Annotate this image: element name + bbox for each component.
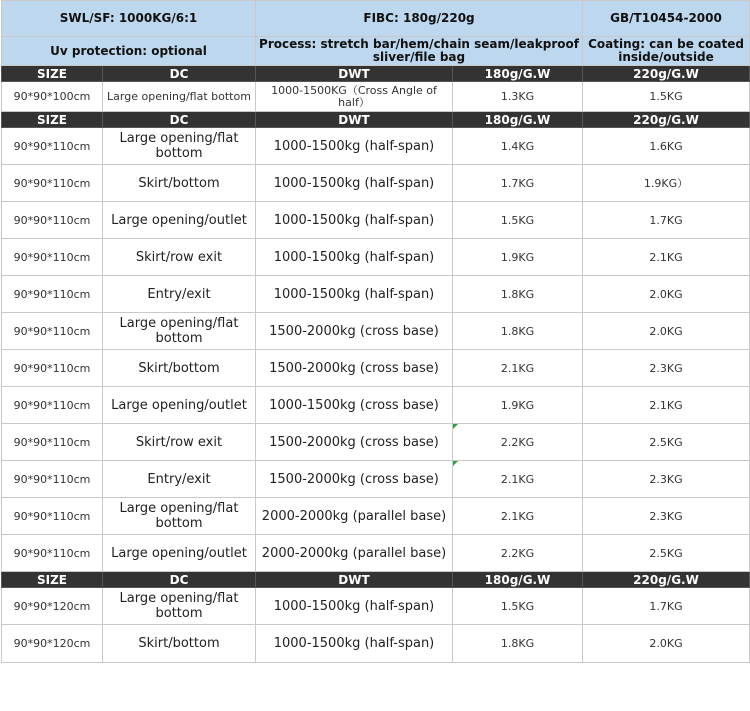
weight-220-cell: 2.0KG <box>583 313 750 350</box>
weight-220-cell: 2.5KG <box>583 424 750 461</box>
table-row <box>2 276 750 313</box>
weight-180-cell: 1.3KG <box>453 82 583 112</box>
spec-header-row-1 <box>2 1 750 37</box>
dc-cell: Entry/exit <box>103 461 256 498</box>
dwt-cell: 1500-2000kg (cross base) <box>256 350 453 387</box>
size-cell: 90*90*110cm <box>2 461 103 498</box>
table-row <box>2 313 750 350</box>
dc-cell: Large opening/flat bottom <box>103 128 256 165</box>
dwt-cell: 1500-2000kg (cross base) <box>256 461 453 498</box>
column-header: DWT <box>256 572 453 588</box>
column-header-row <box>2 66 750 82</box>
dwt-cell: 1000-1500KG（Cross Angle of half） <box>256 82 453 112</box>
dwt-cell: 1000-1500kg (half-span) <box>256 239 453 276</box>
column-header: 180g/G.W <box>453 572 583 588</box>
column-header-row <box>2 112 750 128</box>
size-cell: 90*90*110cm <box>2 313 103 350</box>
process-cell: Process: stretch bar/hem/chain seam/leakproof sliver/file bag <box>256 37 583 66</box>
size-cell: 90*90*110cm <box>2 202 103 239</box>
dwt-cell: 1000-1500kg (half-span) <box>256 165 453 202</box>
dc-cell: Skirt/bottom <box>103 625 256 663</box>
size-cell: 90*90*110cm <box>2 239 103 276</box>
dwt-cell: 1000-1500kg (half-span) <box>256 202 453 239</box>
dc-cell: Large opening/outlet <box>103 387 256 424</box>
weight-180-cell: 1.9KG <box>453 239 583 276</box>
column-header: DWT <box>256 66 453 82</box>
table-row <box>2 82 750 112</box>
dwt-cell: 1000-1500kg (cross base) <box>256 387 453 424</box>
size-cell: 90*90*120cm <box>2 625 103 663</box>
weight-180-cell: 2.2KG <box>453 424 583 461</box>
size-cell: 90*90*120cm <box>2 588 103 625</box>
weight-220-cell: 2.3KG <box>583 461 750 498</box>
weight-180-cell: 1.7KG <box>453 165 583 202</box>
standard-cell: GB/T10454-2000 <box>583 1 750 37</box>
table-row <box>2 625 750 663</box>
dc-cell: Skirt/bottom <box>103 350 256 387</box>
weight-180-cell: 1.5KG <box>453 202 583 239</box>
weight-180-cell: 1.9KG <box>453 387 583 424</box>
table-row <box>2 202 750 239</box>
size-cell: 90*90*110cm <box>2 498 103 535</box>
dc-cell: Large opening/flat bottom <box>103 82 256 112</box>
dc-cell: Large opening/flat bottom <box>103 498 256 535</box>
dc-cell: Large opening/outlet <box>103 535 256 572</box>
column-header-row <box>2 572 750 588</box>
dc-cell: Large opening/outlet <box>103 202 256 239</box>
dc-cell: Skirt/row exit <box>103 239 256 276</box>
weight-180-cell: 1.8KG <box>453 276 583 313</box>
column-header: DC <box>103 572 256 588</box>
size-cell: 90*90*110cm <box>2 350 103 387</box>
weight-220-cell: 2.0KG <box>583 276 750 313</box>
weight-220-cell: 1.7KG <box>583 588 750 625</box>
dwt-cell: 1000-1500kg (half-span) <box>256 625 453 663</box>
column-header: 220g/G.W <box>583 66 750 82</box>
spec-header-row-2 <box>2 37 750 66</box>
table-row <box>2 387 750 424</box>
weight-220-cell: 2.3KG <box>583 498 750 535</box>
table-row <box>2 424 750 461</box>
dwt-cell: 1000-1500kg (half-span) <box>256 588 453 625</box>
weight-220-cell: 2.3KG <box>583 350 750 387</box>
weight-180-cell: 1.4KG <box>453 128 583 165</box>
table-row <box>2 165 750 202</box>
fibc-cell: FIBC: 180g/220g <box>256 1 583 37</box>
weight-220-cell: 2.0KG <box>583 625 750 663</box>
table-row <box>2 350 750 387</box>
column-header: SIZE <box>2 572 103 588</box>
size-cell: 90*90*110cm <box>2 165 103 202</box>
weight-220-cell: 1.5KG <box>583 82 750 112</box>
dwt-cell: 1500-2000kg (cross base) <box>256 424 453 461</box>
dwt-cell: 1000-1500kg (half-span) <box>256 276 453 313</box>
dc-cell: Entry/exit <box>103 276 256 313</box>
dwt-cell: 1000-1500kg (half-span) <box>256 128 453 165</box>
table-row <box>2 535 750 572</box>
dc-cell: Large opening/flat bottom <box>103 313 256 350</box>
size-cell: 90*90*100cm <box>2 82 103 112</box>
weight-220-cell: 1.7KG <box>583 202 750 239</box>
weight-180-cell: 1.8KG <box>453 313 583 350</box>
table-row <box>2 461 750 498</box>
spec-table <box>1 0 750 663</box>
weight-220-cell: 2.1KG <box>583 387 750 424</box>
table-row <box>2 128 750 165</box>
dwt-cell: 2000-2000kg (parallel base) <box>256 498 453 535</box>
weight-180-cell: 1.8KG <box>453 625 583 663</box>
weight-220-cell: 2.1KG <box>583 239 750 276</box>
column-header: DWT <box>256 112 453 128</box>
dc-cell: Skirt/row exit <box>103 424 256 461</box>
column-header: SIZE <box>2 66 103 82</box>
dwt-cell: 2000-2000kg (parallel base) <box>256 535 453 572</box>
size-cell: 90*90*110cm <box>2 276 103 313</box>
weight-180-cell: 1.5KG <box>453 588 583 625</box>
size-cell: 90*90*110cm <box>2 387 103 424</box>
table-row <box>2 588 750 625</box>
table-row <box>2 239 750 276</box>
size-cell: 90*90*110cm <box>2 535 103 572</box>
weight-220-cell: 2.5KG <box>583 535 750 572</box>
dc-cell: Skirt/bottom <box>103 165 256 202</box>
column-header: SIZE <box>2 112 103 128</box>
column-header: 180g/G.W <box>453 66 583 82</box>
size-cell: 90*90*110cm <box>2 128 103 165</box>
column-header: 220g/G.W <box>583 112 750 128</box>
weight-220-cell: 1.9KG） <box>583 165 750 202</box>
column-header: 180g/G.W <box>453 112 583 128</box>
dwt-cell: 1500-2000kg (cross base) <box>256 313 453 350</box>
weight-180-cell: 2.2KG <box>453 535 583 572</box>
swl-sf-cell: SWL/SF: 1000KG/6:1 <box>2 1 256 37</box>
weight-220-cell: 1.6KG <box>583 128 750 165</box>
column-header: DC <box>103 66 256 82</box>
coating-cell: Coating: can be coated inside/outside <box>583 37 750 66</box>
column-header: 220g/G.W <box>583 572 750 588</box>
weight-180-cell: 2.1KG <box>453 461 583 498</box>
dc-cell: Large opening/flat bottom <box>103 588 256 625</box>
weight-180-cell: 2.1KG <box>453 350 583 387</box>
weight-180-cell: 2.1KG <box>453 498 583 535</box>
uv-protection-cell: Uv protection: optional <box>2 37 256 66</box>
column-header: DC <box>103 112 256 128</box>
size-cell: 90*90*110cm <box>2 424 103 461</box>
table-row <box>2 498 750 535</box>
